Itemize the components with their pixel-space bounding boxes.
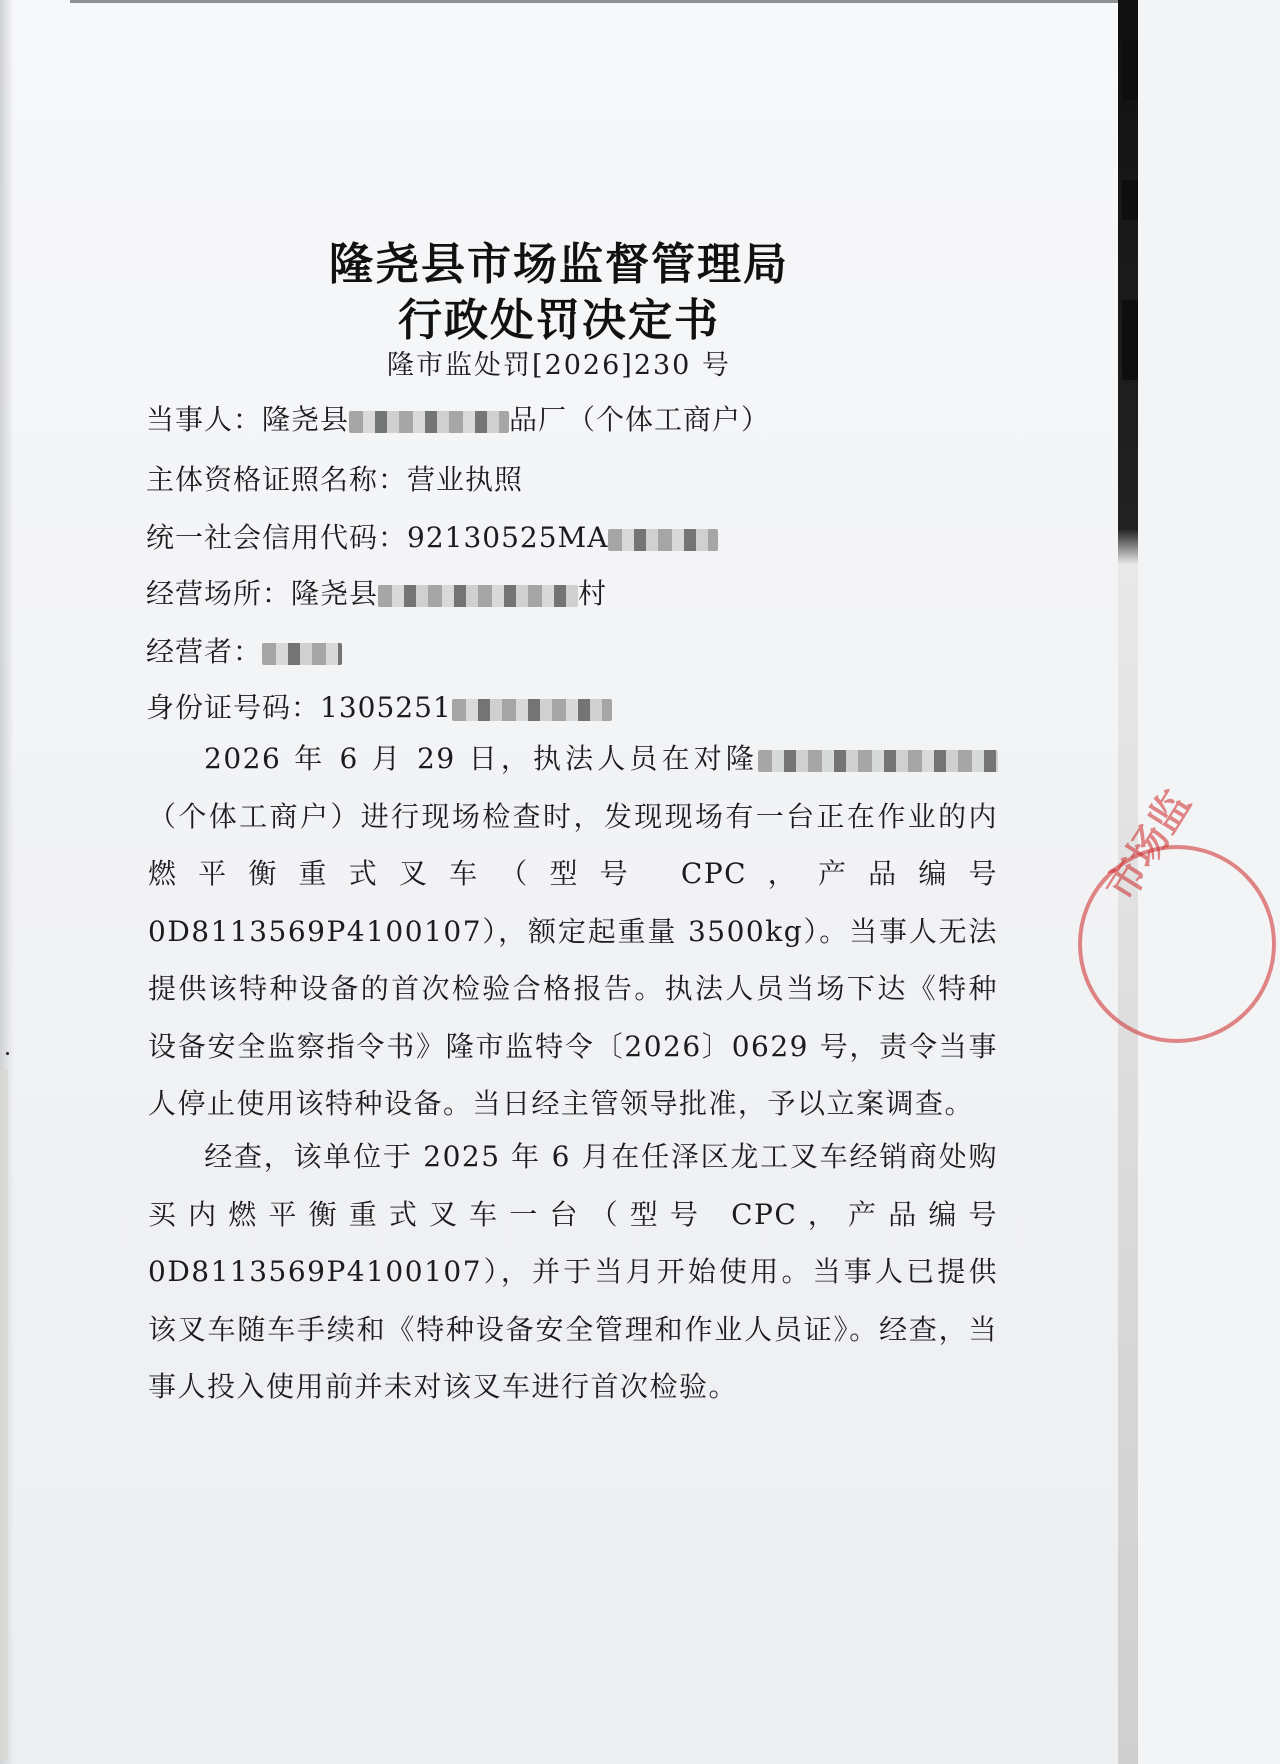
redaction-blur <box>758 750 998 772</box>
field-business-address <box>146 572 607 612</box>
scan-left-strip <box>0 1070 8 1760</box>
field-operator <box>146 630 342 670</box>
paragraph-text: 2026 年 6 月 29 日，执法人员在对隆 <box>204 742 758 775</box>
redaction-blur <box>378 585 578 607</box>
body-paragraph-1 <box>148 730 998 1133</box>
redaction-blur <box>452 699 612 721</box>
field-value: 92130525MA <box>407 521 609 554</box>
scan-top-edge <box>70 0 1120 3</box>
field-license-name <box>146 458 523 498</box>
field-label: 经营场所： <box>146 577 292 610</box>
paragraph-text: （个体工商户）进行现场检查时，发现现场有一台正在作业的内燃平衡重式叉车（型号 CPC，产品编号 0D8113569P4100107），额定起重量 3500kg）。当事人无法提供该特种设备的首次检验合格报告。执法人员当场下达《特种设备安全监察指令书》隆市监特令〔2026〕0629 号，责令当事人停止使用该特种设备。当日经主管领导批准，予以立案调查。 <box>148 799 998 1120</box>
paragraph-text: 经查，该单位于 2025 年 6 月在任泽区龙工叉车经销商处购买内燃平衡重式叉车一台（型号 CPC，产品编号 0D8113569P4100107），并于当月开始使用。当事人已提供该叉车随车手续和《特种设备安全管理和作业人员证》。经查，当事人投入使用前并未对该叉车进行首次检验。 <box>148 1140 998 1403</box>
document-title: 隆尧县市场监督管理局 <box>329 239 789 290</box>
field-label: 主体资格证照名称： <box>146 463 408 496</box>
document-number: 隆市监处罚[2026]230 号 <box>387 350 731 381</box>
field-credit-code <box>146 516 718 556</box>
field-value: 隆尧县 <box>291 577 379 610</box>
field-label: 身份证号码： <box>146 691 321 724</box>
redaction-blur <box>349 411 509 433</box>
document-subtitle: 行政处罚决定书 <box>398 295 720 346</box>
body-paragraph-2 <box>148 1128 998 1416</box>
field-value-tail: 村 <box>578 577 608 610</box>
field-label: 统一社会信用代码： <box>146 521 408 554</box>
field-id-number <box>146 686 612 726</box>
field-label: 经营者： <box>146 635 263 668</box>
scan-speck <box>6 1052 9 1055</box>
field-party <box>146 398 770 438</box>
field-value: 1305251 <box>320 691 452 724</box>
field-value: 隆尧县 <box>262 403 350 436</box>
field-value-tail: 品厂（个体工商户） <box>509 403 771 436</box>
official-seal-text: 市场监 <box>1096 782 1201 910</box>
field-value: 营业执照 <box>407 463 524 496</box>
redaction-blur <box>608 529 718 551</box>
field-label: 当事人： <box>146 403 263 436</box>
redaction-blur <box>262 643 342 665</box>
